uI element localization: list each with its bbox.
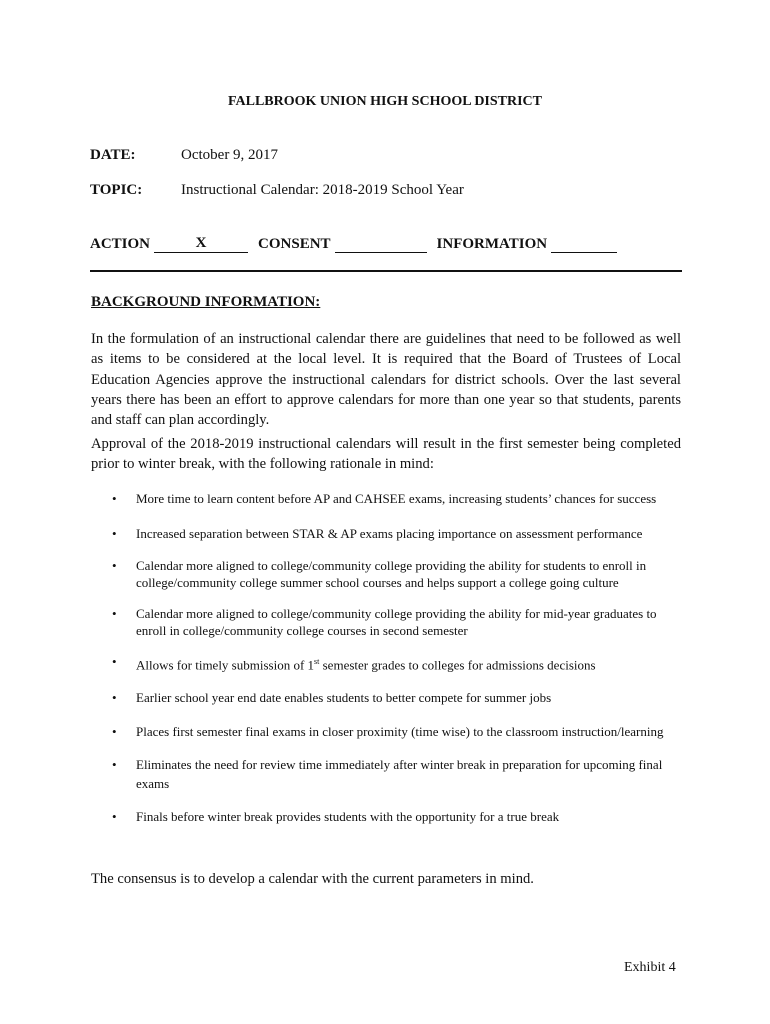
background-paragraph-2: Approval of the 2018-2019 instructional calendars will result in the first semester being completed prior to winter break, with the following rationale in mind:: [91, 436, 681, 473]
information-blank: [551, 235, 617, 253]
topic-label: TOPIC:: [90, 182, 143, 198]
list-item: [91, 605, 681, 639]
rationale-list: [91, 489, 681, 825]
list-item-text-part: Allows for timely submission of 1: [136, 657, 315, 673]
horizontal-rule: [90, 270, 682, 272]
consent-blank: [335, 235, 427, 253]
background-heading: BACKGROUND INFORMATION:: [91, 294, 321, 310]
consent-label: CONSENT: [258, 236, 331, 252]
bullet-dot: •: [112, 757, 117, 773]
list-item: [91, 808, 681, 825]
action-label: ACTION: [90, 236, 151, 252]
list-item-text: Calendar more aligned to college/community college providing the ability for students to enroll in college/community college summer school courses and helps support a college going culture: [136, 558, 647, 590]
action-blank: [154, 235, 248, 253]
list-item: [91, 722, 681, 741]
list-item: [91, 489, 681, 509]
list-item: [91, 557, 681, 591]
list-item-text: More time to learn content before AP and CAHSEE exams, increasing students’ chances for success: [136, 491, 657, 506]
list-item: [91, 689, 681, 706]
list-item-text: Places first semester final exams in closer proximity (time wise) to the classroom instruction/learning: [136, 724, 664, 740]
action-line: [90, 235, 617, 253]
exhibit-label: Exhibit 4: [624, 960, 676, 975]
bullet-dot: •: [112, 690, 117, 706]
bullet-dot: •: [112, 558, 117, 573]
bullet-dot: •: [112, 809, 117, 825]
topic-value: Instructional Calendar: 2018-2019 School Year: [181, 182, 464, 198]
bullet-dot: •: [112, 526, 117, 541]
list-item-text-part: semester grades to colleges for admissions decisions: [319, 657, 596, 673]
list-item: [91, 525, 681, 542]
superscript-st: st: [314, 657, 320, 666]
list-item: [91, 653, 681, 673]
information-label: INFORMATION: [436, 236, 548, 252]
list-item-text: Earlier school year end date enables students to better compete for summer jobs: [136, 690, 552, 706]
list-item-text: Eliminates the need for review time immediately after winter break in preparation for upcoming final exams: [136, 757, 663, 792]
background-paragraph-1: In the formulation of an instructional calendar there are guidelines that need to be followed as well as items to be considered at the local level. It is required that the Board of Trustees of Local Education Agencies approve the instructional calendars for district schools. Over the last several years there has been an effort to approve calendars for more than one year so that students, parents and staff can plan accordingly.: [91, 331, 681, 429]
bullet-dot: •: [112, 654, 117, 669]
action-mark: X: [195, 235, 207, 251]
document-title: FALLBROOK UNION HIGH SCHOOL DISTRICT: [227, 94, 543, 109]
list-item-text: Finals before winter break provides students with the opportunity for a true break: [136, 809, 560, 825]
list-item: [91, 755, 681, 793]
bullet-dot: •: [112, 606, 117, 621]
list-item-text: Increased separation between STAR & AP exams placing importance on assessment performance: [136, 526, 643, 541]
date-label: DATE:: [90, 147, 136, 163]
bullet-dot: •: [112, 724, 117, 740]
date-value: October 9, 2017: [181, 147, 279, 163]
list-item-text: Calendar more aligned to college/community college providing the ability for mid-year graduates to enroll in college/community college courses in second semester: [136, 606, 657, 638]
bullet-dot: •: [112, 491, 117, 506]
conclusion-paragraph: The consensus is to develop a calendar with the current parameters in mind.: [91, 871, 534, 887]
